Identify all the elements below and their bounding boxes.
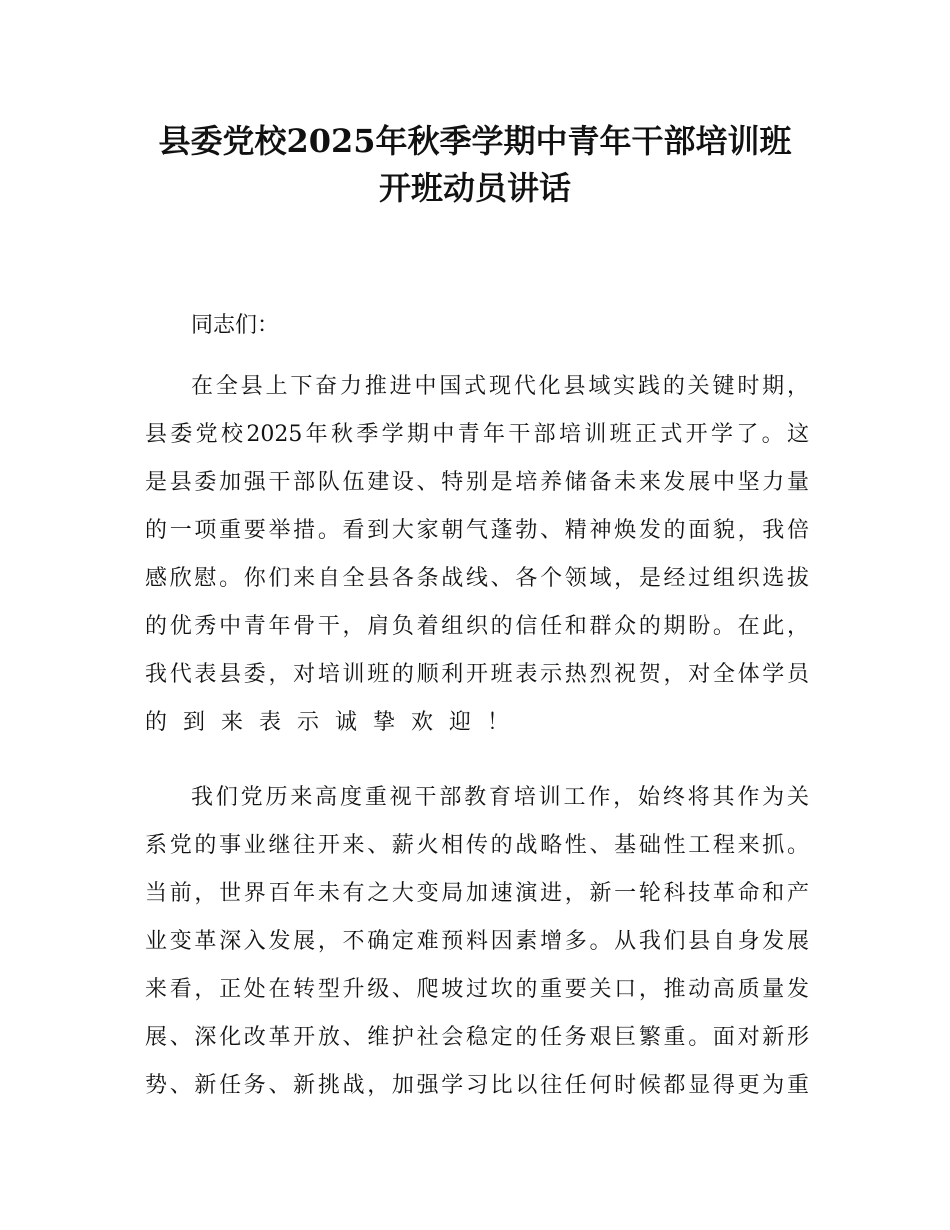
document-title <box>100 118 850 212</box>
text-line: 我们党历来高度重视干部教育培训工作，始终将其作为关 <box>191 785 809 810</box>
text-line: 的一项重要举措。看到大家朝气蓬勃、精神焕发的面貌，我倍 <box>145 518 809 543</box>
text-line: 系党的事业继往开来、薪火相传的战略性、基础性工程来抓。 <box>145 833 809 858</box>
paragraph-2 <box>145 774 809 1110</box>
text-line: 的到来表示诚挚欢迎！ <box>145 710 526 735</box>
title-line-1: 县委党校2025年秋季学期中青年干部培训班 <box>158 122 792 160</box>
text-line: 在全县上下奋力推进中国式现代化县域实践的关键时期， <box>191 374 809 399</box>
text-line: 来看，正处在转型升级、爬坡过坎的重要关口，推动高质量发 <box>145 977 809 1002</box>
paragraph-1 <box>145 363 809 747</box>
text-line: 感欣慰。你们来自全县各条战线、各个领域，是经过组织选拔 <box>145 566 809 591</box>
text-line: 势、新任务、新挑战，加强学习比以往任何时候都显得更为重 <box>145 1073 809 1098</box>
text-line: 我代表县委，对培训班的顺利开班表示热烈祝贺，对全体学员 <box>145 662 809 687</box>
text-line: 展、深化改革开放、维护社会稳定的任务艰巨繁重。面对新形 <box>145 1025 809 1050</box>
title-line-2: 开班动员讲话 <box>378 169 571 207</box>
text-line: 业变革深入发展，不确定难预料因素增多。从我们县自身发展 <box>145 929 809 954</box>
greeting: 同志们： <box>191 313 280 338</box>
text-line: 的优秀中青年骨干，肩负着组织的信任和群众的期盼。在此， <box>145 614 809 639</box>
text-line: 县委党校2025年秋季学期中青年干部培训班正式开学了。这 <box>145 422 809 447</box>
text-line: 是县委加强干部队伍建设、特别是培养储备未来发展中坚力量 <box>145 470 809 495</box>
text-line: 当前，世界百年未有之大变局加速演进，新一轮科技革命和产 <box>145 881 809 906</box>
